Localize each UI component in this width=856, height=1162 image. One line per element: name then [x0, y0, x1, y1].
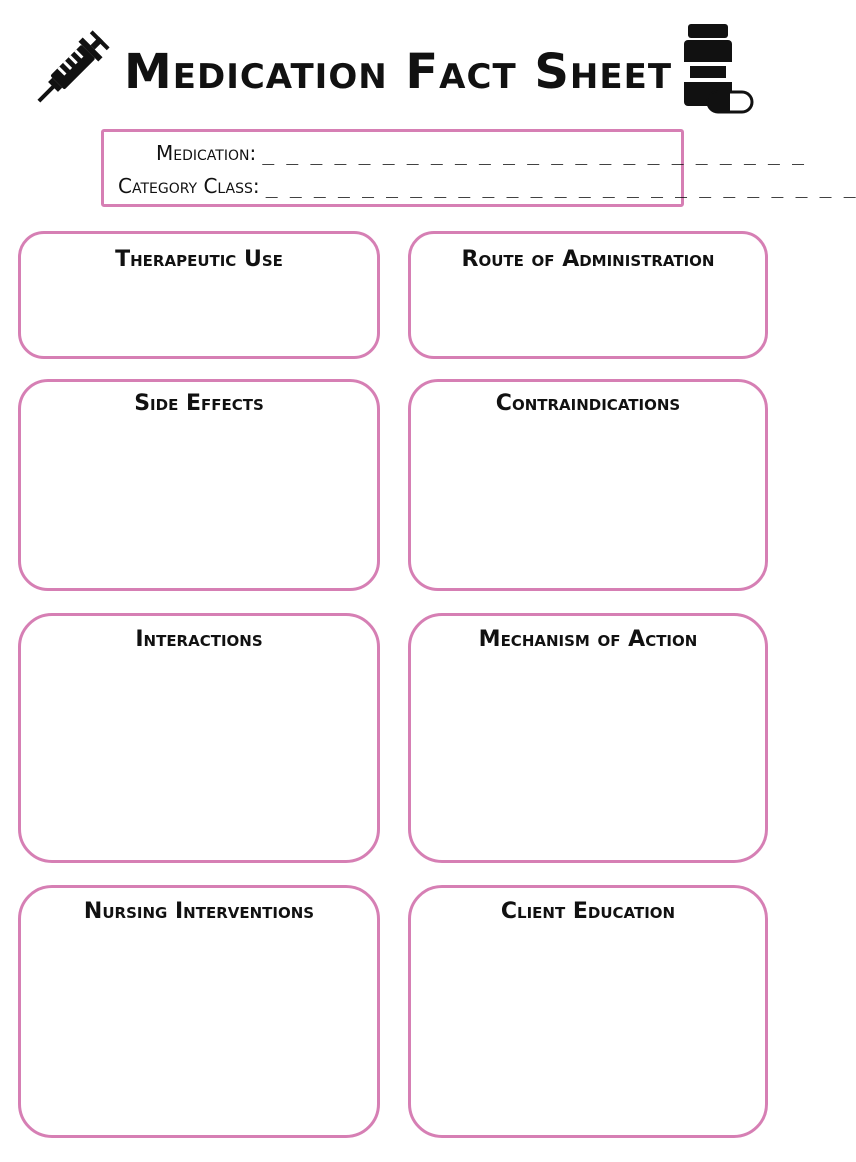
mechanism-of-action-box[interactable] — [408, 613, 768, 863]
nursing-interventions-heading: Nursing Interventions — [83, 899, 315, 924]
mechanism-of-action-heading: Mechanism of Action — [478, 627, 698, 652]
medication-info-box — [101, 129, 856, 207]
therapeutic-use-heading: Therapeutic Use — [115, 247, 283, 272]
medication-field[interactable] — [156, 140, 804, 166]
category-class-blank: _ _ _ _ _ _ _ _ _ _ _ _ _ _ _ _ _ _ _ _ _ _ _ _ _ — [265, 174, 856, 198]
header — [0, 0, 794, 125]
contraindications-box[interactable] — [408, 379, 768, 591]
route-of-administration-box[interactable] — [408, 231, 768, 359]
interactions-box[interactable] — [18, 613, 380, 863]
medication-label: Medication: — [156, 141, 257, 165]
page-title: Medication Fact Sheet — [123, 44, 673, 100]
contraindications-heading: Contraindications — [495, 391, 681, 416]
category-class-field[interactable] — [118, 173, 856, 199]
client-education-box[interactable] — [408, 885, 768, 1138]
category-class-label: Category Class: — [118, 174, 260, 198]
medication-blank: _ _ _ _ _ _ _ _ _ _ _ _ _ _ _ _ _ _ _ _ _ _ _ — [262, 141, 805, 165]
side-effects-heading: Side Effects — [134, 391, 264, 416]
interactions-heading: Interactions — [135, 627, 263, 652]
side-effects-box[interactable] — [18, 379, 380, 591]
therapeutic-use-box[interactable] — [18, 231, 380, 359]
syringe-icon — [22, 22, 118, 118]
pill-bottle-icon — [680, 22, 754, 116]
nursing-interventions-box[interactable] — [18, 885, 380, 1138]
client-education-heading: Client Education — [500, 899, 676, 924]
route-of-administration-heading: Route of Administration — [461, 247, 715, 272]
